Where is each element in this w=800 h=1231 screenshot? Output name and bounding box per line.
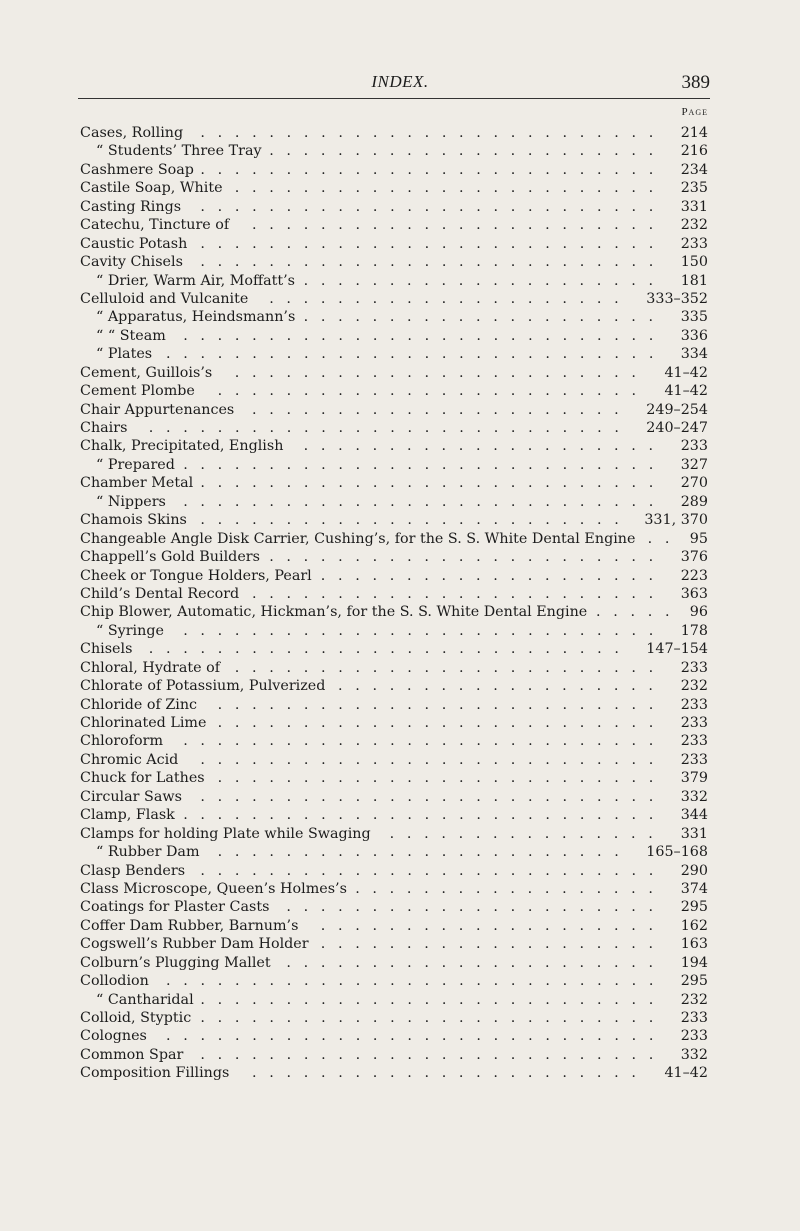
index-entry [80,659,708,677]
dot-leader: .......................... [217,696,666,713]
entry-label: Chisels [80,641,133,658]
entry-page: 235 [680,180,708,197]
entry-page: 95 [689,530,708,547]
entry-page: 233 [680,696,708,713]
dot-leader: ........................ [252,585,666,602]
entry-page: 363 [680,585,708,602]
index-entry [80,825,708,843]
index-entry [80,991,708,1009]
index-entry [80,235,708,253]
entry-label: Chlorinated Lime [80,715,207,731]
index-entry [80,769,708,787]
dot-leader: ............................ [183,733,667,750]
entry-page: 289 [680,493,708,510]
dot-leader: ........................... [200,788,666,805]
dot-leader: .................... [320,917,666,934]
dot-leader: ............................. [166,346,667,363]
entry-label: Cheek or Tongue Holders, Pearl [80,567,312,584]
entry-label: Celluloid and Vulcanite [80,290,249,307]
index-entry [80,806,708,824]
entry-page: 233 [680,235,708,252]
entry-page: 334 [680,346,708,363]
dot-leader: ................... [338,678,666,695]
entry-page: 240–247 [646,420,708,436]
entry-label: Castile Soap, White [80,180,223,197]
dot-leader: ........................... [200,1046,666,1063]
entry-page: 374 [680,880,708,897]
dot-leader: ........................ [252,217,666,234]
entry-label: “ “ Steam [96,327,166,344]
dot-leader: ..................... [269,290,632,307]
entry-page: 270 [680,475,708,492]
entry-label: “ Prepared [96,456,175,473]
entry-label: Circular Saws [80,788,182,805]
entry-label: Coffer Dam Rubber, Barnum’s [80,917,299,934]
dot-leader: ............................ [148,641,632,658]
index-entry [80,364,708,382]
index-entry [80,401,708,419]
dot-leader: ......................... [217,383,649,400]
entry-label: Clamp, Flask [80,807,175,824]
entry-label: Casting Rings [80,198,182,215]
index-entry [80,272,708,290]
dot-leader: ....................... [252,1065,649,1082]
entry-page: 233 [680,1010,708,1026]
dot-leader: ....................... [269,143,666,160]
dot-leader: ........................... [200,125,666,141]
dot-leader: ............................ [183,622,667,639]
entry-label: Chloride of Zinc [80,696,198,713]
entry-page: 147–154 [646,641,708,658]
index-entry [80,327,708,345]
index-entry [80,161,708,179]
index-entry [80,1046,708,1064]
index-entry [80,567,708,585]
entry-page: 232 [680,217,708,234]
dot-leader: .................. [355,880,666,897]
dot-leader: ...................... [252,401,632,418]
entry-label: Cavity Chisels [80,254,183,271]
index-entry [80,1009,708,1027]
entry-page: 150 [680,254,708,271]
entry-page: 335 [680,309,708,326]
dot-leader: ........................... [200,475,666,492]
entry-label: Clasp Benders [80,862,186,879]
index-entry [80,696,708,714]
entry-label: “ Nippers [96,493,166,510]
dot-leader: .......................... [217,715,666,731]
entry-page: 232 [680,991,708,1008]
entry-label: Chalk, Precipitated, English [80,438,284,455]
entry-label: Chuck for Lathes [80,770,205,787]
index-entry [80,935,708,953]
entry-page: 233 [680,1028,708,1045]
entry-label: “ Drier, Warm Air, Moffatt’s [96,272,295,289]
entry-page: 333–352 [646,290,708,307]
entry-label: Chamber Metal [80,475,194,492]
entry-label: “ Students’ Three Tray [96,143,262,160]
entry-page: 331, 370 [644,512,708,529]
entry-label: Cement, Guillois’s [80,364,213,381]
dot-leader: ..................... [303,438,666,455]
dot-leader: ............................ [183,493,667,510]
entry-page: 41–42 [664,364,708,381]
entry-label: Caustic Potash [80,235,188,252]
entry-page: 233 [680,751,708,768]
page-number: 389 [681,72,710,93]
index-entry [80,954,708,972]
index-entry [80,1027,708,1045]
entry-label: “ Apparatus, Heindsmann’s [96,309,296,326]
entry-label: Chairs [80,420,128,436]
dot-leader: ........................... [200,254,666,271]
entry-label: Chloral, Hydrate of [80,659,221,676]
entry-page: 181 [680,272,708,289]
dot-leader: ......................... [234,180,666,197]
entry-label: “ Rubber Dam [96,844,200,861]
entry-label: Cases, Rolling [80,125,184,141]
index-entry [80,732,708,750]
entry-label: Changeable Angle Disk Carrier, Cushing’s, for the S. S. White Dental Engine [80,530,636,547]
index-entry [80,972,708,990]
entry-label: Coatings for Plaster Casts [80,899,270,916]
entry-page: 233 [680,438,708,455]
entry-label: Chair Appurtenances [80,401,235,418]
dot-leader: ............................. [166,1028,667,1045]
dot-leader: .................... [320,567,666,584]
dot-leader: ............................ [148,420,632,436]
entry-page: 331 [680,825,708,842]
index-entry [80,124,708,142]
index-entry [80,898,708,916]
index-entry [80,862,708,880]
entry-label: Class Microscope, Queen’s Holmes’s [80,880,347,897]
dot-leader: ..................... [303,309,666,326]
dot-leader: ............................ [183,807,667,824]
dot-leader: ..... [596,604,683,621]
index-entry [80,548,708,566]
dot-leader: ...................... [286,954,666,971]
index-entry [80,345,708,363]
entry-page: 331 [680,198,708,215]
entry-page: 223 [680,567,708,584]
dot-leader: .......................... [217,770,666,787]
index-entry [80,474,708,492]
entry-page: 233 [680,733,708,750]
dot-leader: .................... [320,936,666,953]
dot-leader: ........................... [200,198,666,215]
index-entry [80,677,708,695]
entry-page: 162 [680,917,708,934]
index-entry [80,179,708,197]
index-entry [80,917,708,935]
index-entry [80,585,708,603]
dot-leader: ......................... [200,512,632,529]
entry-page: 332 [680,1046,708,1063]
entry-label: Chlorate of Potassium, Pulverized [80,678,326,695]
entry-page: 295 [680,973,708,990]
entry-label: “ Plates [96,346,153,363]
page-column-heading: Page [681,106,708,118]
dot-leader: ........................ [234,364,649,381]
index-entries [80,124,708,1083]
dot-leader: ..................... [303,272,666,289]
dot-leader: ........................ [217,844,632,861]
index-entry [80,714,708,732]
index-entry [80,788,708,806]
entry-label: Colloid, Styptic [80,1010,192,1026]
entry-page: 41–42 [664,383,708,400]
index-entry [80,382,708,400]
entry-page: 290 [680,862,708,879]
index-entry [80,142,708,160]
entry-label: Common Spar [80,1046,184,1063]
dot-leader: ....................... [269,549,666,566]
entry-page: 165–168 [646,844,708,861]
entry-label: Composition Fillings [80,1065,230,1082]
dot-leader: ......................... [234,659,666,676]
entry-page: 379 [680,770,708,787]
page-header [0,72,800,96]
entry-label: “ Cantharidal [96,991,194,1008]
index-entry [80,511,708,529]
index-entry [80,198,708,216]
index-entry [80,419,708,437]
entry-page: 194 [680,954,708,971]
header-rule [78,98,710,99]
entry-page: 163 [680,936,708,953]
entry-page: 376 [680,549,708,566]
dot-leader: ........................... [200,235,666,252]
index-entry [80,253,708,271]
dot-leader: ........................... [200,751,666,768]
entry-label: Chromic Acid [80,751,179,768]
index-entry [80,622,708,640]
index-entry [80,308,708,326]
entry-label: Cement Plombe [80,383,195,400]
dot-leader: ............................ [183,456,667,473]
dot-leader: ........................... [200,161,666,178]
index-entry [80,216,708,234]
index-entry [80,880,708,898]
index-entry [80,603,708,621]
index-entry [80,843,708,861]
entry-page: 232 [680,678,708,695]
entry-page: 336 [680,327,708,344]
index-entry [80,1064,708,1082]
entry-label: “ Syringe [96,622,164,639]
entry-label: Collodion [80,973,149,990]
entry-label: Chip Blower, Automatic, Hickman’s, for the S. S. White Dental Engine [80,604,588,621]
entry-label: Cogswell’s Rubber Dam Holder [80,936,309,953]
index-entry [80,437,708,455]
entry-label: Colognes [80,1028,147,1045]
entry-page: 249–254 [646,401,708,418]
entry-label: Chamois Skins [80,512,187,529]
entry-page: 178 [680,622,708,639]
entry-label: Chappell’s Gold Builders [80,549,260,566]
entry-page: 233 [680,659,708,676]
entry-label: Chloroform [80,733,164,750]
dot-leader: ............................. [166,973,667,990]
entry-page: 233 [680,715,708,731]
entry-page: 234 [680,161,708,178]
dot-leader: ........................... [200,862,666,879]
entry-label: Cashmere Soap [80,161,194,178]
entry-page: 344 [680,807,708,824]
dot-leader: ................ [389,825,666,842]
entry-page: 216 [680,143,708,160]
entry-page: 332 [680,788,708,805]
entry-page: 327 [680,456,708,473]
entry-label: Catechu, Tincture of [80,217,230,234]
entry-page: 295 [680,899,708,916]
dot-leader: ........................... [200,991,666,1008]
index-entry [80,751,708,769]
index-entry [80,640,708,658]
dot-leader: ...................... [286,899,666,916]
index-entry [80,493,708,511]
running-title: INDEX. [371,72,429,91]
entry-page: 41–42 [664,1065,708,1082]
entry-page: 214 [680,125,708,141]
entry-label: Clamps for holding Plate while Swaging [80,825,371,842]
dot-leader: .. [647,530,683,547]
dot-leader: ........................... [200,1010,666,1026]
entry-label: Child’s Dental Record [80,585,240,602]
index-entry [80,456,708,474]
entry-label: Colburn’s Plugging Mallet [80,954,271,971]
index-entry [80,290,708,308]
entry-page: 96 [689,604,708,621]
index-entry [80,530,708,548]
dot-leader: ............................ [183,327,667,344]
